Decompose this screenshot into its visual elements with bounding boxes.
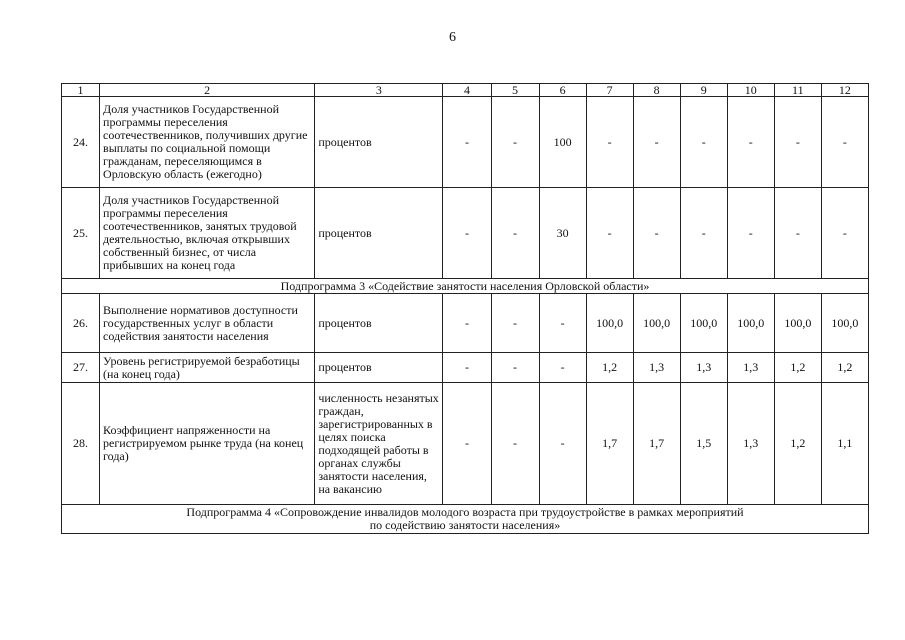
value-cell: 100,0 <box>586 294 633 353</box>
value-cell: - <box>680 97 727 188</box>
value-cell: 1,2 <box>774 383 821 505</box>
indicator-unit: процентов <box>315 294 443 353</box>
value-cell: - <box>443 383 491 505</box>
indicator-unit: численность незанятых граждан, зарегистрированных в целях поиска подходящей работы в органах службы занятости населения, на вакансию <box>315 383 443 505</box>
table-header-row <box>62 84 869 97</box>
page-number: 6 <box>449 30 456 45</box>
value-cell: - <box>774 97 821 188</box>
header-cell: 11 <box>774 84 821 97</box>
table-row <box>62 353 869 383</box>
value-cell: - <box>491 383 539 505</box>
row-number: 24. <box>62 97 100 188</box>
row-number: 27. <box>62 353 100 383</box>
value-cell: - <box>774 188 821 279</box>
indicators-table <box>61 83 869 534</box>
value-cell: - <box>491 188 539 279</box>
value-cell: - <box>727 97 774 188</box>
value-cell: 1,1 <box>821 383 868 505</box>
header-cell: 4 <box>443 84 491 97</box>
value-cell: 1,5 <box>680 383 727 505</box>
indicator-name: Уровень регистрируемой безработицы (на конец года) <box>100 353 315 383</box>
indicator-name: Доля участников Государственной программы переселения соотечественников, занятых трудовой деятельностью, включая открывших собственный бизнес, от числа прибывших на конец года <box>100 188 315 279</box>
value-cell: - <box>539 294 586 353</box>
header-cell: 10 <box>727 84 774 97</box>
header-cell: 8 <box>633 84 680 97</box>
value-cell: 30 <box>539 188 586 279</box>
value-cell: - <box>586 97 633 188</box>
value-cell: 1,7 <box>586 383 633 505</box>
subprogram-title-line: Подпрограмма 4 «Сопровождение инвалидов молодого возраста при трудоустройстве в рамках мероприятий <box>186 505 744 519</box>
value-cell: - <box>821 97 868 188</box>
row-number: 26. <box>62 294 100 353</box>
value-cell: - <box>680 188 727 279</box>
subprogram-title-line: по содействию занятости населения» <box>369 518 561 532</box>
value-cell: 1,2 <box>586 353 633 383</box>
subprogram-row <box>62 505 869 534</box>
value-cell: - <box>633 188 680 279</box>
value-cell: 1,2 <box>774 353 821 383</box>
indicator-name: Выполнение нормативов доступности государственных услуг в области содействия занятости населения <box>100 294 315 353</box>
value-cell: 1,3 <box>727 383 774 505</box>
header-cell: 2 <box>100 84 315 97</box>
header-cell: 7 <box>586 84 633 97</box>
table-row <box>62 383 869 505</box>
header-cell: 6 <box>539 84 586 97</box>
value-cell: - <box>443 188 491 279</box>
value-cell: - <box>633 97 680 188</box>
value-cell: 100,0 <box>774 294 821 353</box>
value-cell: 1,3 <box>727 353 774 383</box>
value-cell: 100,0 <box>727 294 774 353</box>
header-cell: 12 <box>821 84 868 97</box>
value-cell: - <box>586 188 633 279</box>
value-cell: - <box>491 353 539 383</box>
header-cell: 3 <box>315 84 443 97</box>
subprogram-row <box>62 279 869 294</box>
value-cell: - <box>539 383 586 505</box>
value-cell: 100,0 <box>633 294 680 353</box>
header-cell: 9 <box>680 84 727 97</box>
header-cell: 1 <box>62 84 100 97</box>
value-cell: - <box>727 188 774 279</box>
value-cell: 1,2 <box>821 353 868 383</box>
value-cell: - <box>443 97 491 188</box>
subprogram-title: Подпрограмма 3 «Содействие занятости населения Орловской области» <box>62 279 869 294</box>
indicator-unit: процентов <box>315 97 443 188</box>
value-cell: 100,0 <box>680 294 727 353</box>
subprogram-title <box>62 505 869 534</box>
table-row <box>62 188 869 279</box>
row-number: 28. <box>62 383 100 505</box>
value-cell: - <box>491 97 539 188</box>
table-row <box>62 294 869 353</box>
value-cell: 100 <box>539 97 586 188</box>
header-cell: 5 <box>491 84 539 97</box>
table-body <box>62 84 869 534</box>
indicator-name: Коэффициент напряженности на регистрируемом рынке труда (на конец года) <box>100 383 315 505</box>
value-cell: - <box>491 294 539 353</box>
indicator-unit: процентов <box>315 188 443 279</box>
table-row <box>62 97 869 188</box>
value-cell: 1,3 <box>680 353 727 383</box>
indicator-unit: процентов <box>315 353 443 383</box>
value-cell: - <box>443 353 491 383</box>
value-cell: - <box>539 353 586 383</box>
value-cell: - <box>821 188 868 279</box>
value-cell: 100,0 <box>821 294 868 353</box>
indicator-name: Доля участников Государственной программы переселения соотечественников, получивших другие выплаты по социальной помощи гражданам, переселяющимся в Орловскую область (ежегодно) <box>100 97 315 188</box>
value-cell: 1,7 <box>633 383 680 505</box>
row-number: 25. <box>62 188 100 279</box>
value-cell: 1,3 <box>633 353 680 383</box>
value-cell: - <box>443 294 491 353</box>
